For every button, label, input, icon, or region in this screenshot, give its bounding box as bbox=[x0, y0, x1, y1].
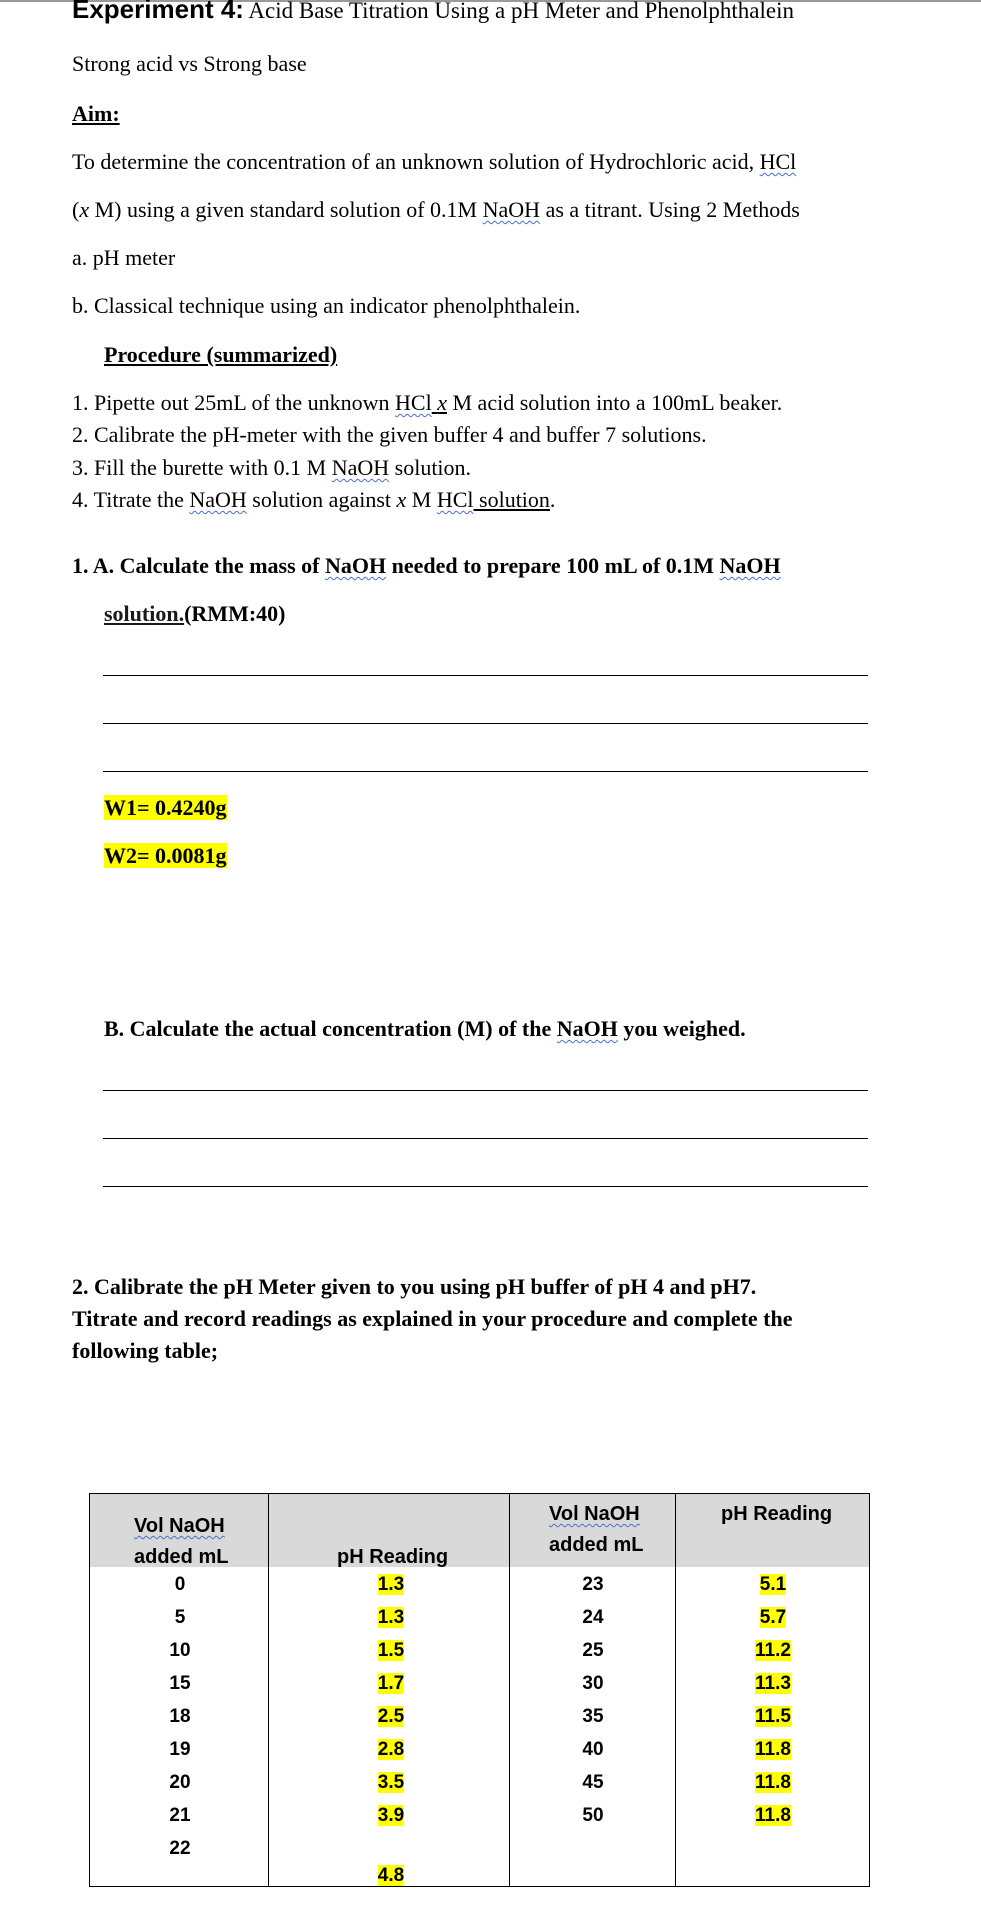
w2-value: W2= 0.0081g bbox=[104, 843, 227, 868]
left-vol-cell: 10 bbox=[169, 1640, 191, 1661]
col3-header bbox=[549, 1502, 640, 1526]
table-divider-2 bbox=[509, 1494, 510, 1886]
aim-line-1 bbox=[72, 149, 796, 175]
w1-value: W1= 0.4240g bbox=[104, 795, 227, 820]
experiment-title bbox=[72, 0, 794, 26]
right-ph-cell: 11.8 bbox=[755, 1739, 791, 1760]
subtitle: Strong acid vs Strong base bbox=[72, 51, 307, 76]
step-4-text-b: solution against bbox=[246, 487, 397, 512]
answer-line-1b-3 bbox=[103, 1186, 868, 1187]
right-ph-cell: 11.2 bbox=[755, 1640, 791, 1661]
method-b: b. Classical technique using an indicator phenolphthalein. bbox=[72, 293, 581, 318]
titration-table bbox=[89, 1493, 870, 1887]
question-1b-text-b: you weighed. bbox=[617, 1016, 746, 1041]
question-1b-naoh: NaOH bbox=[556, 1016, 618, 1041]
experiment-label: Experiment 4: bbox=[72, 0, 244, 24]
right-vol-cell: 25 bbox=[582, 1640, 604, 1661]
step-1-text-a: 1. Pipette out 25mL of the unknown bbox=[72, 390, 396, 415]
right-vol-cell: 24 bbox=[582, 1607, 604, 1628]
step-4-period: . bbox=[549, 487, 556, 512]
answer-line-1b-1 bbox=[103, 1090, 868, 1091]
question-2-line-3: following table; bbox=[72, 1338, 219, 1363]
question-1a bbox=[72, 553, 781, 579]
left-ph-cell: 2.8 bbox=[377, 1739, 405, 1760]
answer-w1 bbox=[104, 795, 227, 821]
aim-x-var: x bbox=[79, 197, 90, 222]
experiment-title-text: Acid Base Titration Using a pH Meter and Phenolphthalein bbox=[243, 0, 794, 23]
left-ph-cell: 3.9 bbox=[377, 1805, 405, 1826]
answer-line-1a-1 bbox=[103, 675, 868, 676]
left-vol-cell: 21 bbox=[169, 1805, 191, 1826]
procedure-heading: Procedure (summarized) bbox=[104, 342, 338, 367]
step-3-text-a: 3. Fill the burette with 0.1 M bbox=[72, 455, 332, 480]
step-4-x-var: x bbox=[396, 487, 407, 512]
left-vol-cell: 19 bbox=[169, 1739, 191, 1760]
right-ph-cell: 5.1 bbox=[759, 1574, 787, 1595]
question-2-line-2: Titrate and record readings as explained in your procedure and complete the bbox=[72, 1306, 793, 1331]
step-3-text-b: solution. bbox=[389, 455, 472, 480]
question-1a-solution: solution. bbox=[104, 601, 185, 626]
right-vol-cell: 30 bbox=[582, 1673, 604, 1694]
left-ph-cell: 1.7 bbox=[377, 1673, 405, 1694]
aim-line-2-text-a: M) using a given standard solution of 0.1M bbox=[89, 197, 483, 222]
aim-line-2-text-b: as a titrant. Using 2 Methods bbox=[540, 197, 800, 222]
right-vol-cell: 45 bbox=[582, 1772, 604, 1793]
procedure-step-4 bbox=[72, 487, 555, 513]
right-ph-cell: 5.7 bbox=[759, 1607, 787, 1628]
col1-header bbox=[134, 1514, 225, 1538]
step-4-naoh: NaOH bbox=[189, 487, 247, 512]
left-vol-cell: 18 bbox=[169, 1706, 191, 1727]
right-vol-cell: 35 bbox=[582, 1706, 604, 1727]
step-1-hcl: HCl bbox=[395, 390, 432, 415]
left-vol-cell: 15 bbox=[169, 1673, 191, 1694]
step-3-naoh: NaOH bbox=[331, 455, 390, 480]
right-vol-cell: 23 bbox=[582, 1574, 604, 1595]
question-1b bbox=[104, 1016, 746, 1042]
step-4-hcl: HCl bbox=[436, 487, 474, 512]
left-ph-cell: 1.3 bbox=[377, 1607, 405, 1628]
col4-header: pH Reading bbox=[721, 1503, 833, 1525]
question-1a-line-2 bbox=[104, 601, 286, 627]
question-1b-text-a: B. Calculate the actual concentration (M) of the bbox=[104, 1016, 557, 1041]
left-ph-cell: 1.3 bbox=[377, 1574, 405, 1595]
left-vol-cell: 0 bbox=[174, 1574, 186, 1595]
left-vol-cell: 5 bbox=[174, 1607, 186, 1628]
answer-line-1a-2 bbox=[103, 723, 868, 724]
right-vol-cell: 50 bbox=[582, 1805, 604, 1826]
left-ph-cell: 2.5 bbox=[377, 1706, 405, 1727]
col3-header-line-1: Vol NaOH bbox=[549, 1503, 640, 1525]
method-a: a. pH meter bbox=[72, 245, 176, 270]
aim-heading: Aim: bbox=[72, 101, 120, 126]
table-divider-1 bbox=[268, 1494, 269, 1886]
left-ph-cell: 3.5 bbox=[377, 1772, 405, 1793]
procedure-step-2: 2. Calibrate the pH-meter with the given buffer 4 and buffer 7 solutions. bbox=[72, 422, 707, 447]
aim-line-2: (x M) using a given standard solution of 0.1M NaOH as a titrant. Using 2 Methods bbox=[72, 197, 800, 222]
step-1-x-var: x bbox=[437, 390, 447, 415]
procedure-step-3 bbox=[72, 455, 471, 481]
question-2-line-1: 2. Calibrate the pH Meter given to you using pH buffer of pH 4 and pH7. bbox=[72, 1274, 757, 1299]
aim-line-1-text: To determine the concentration of an unknown solution of Hydrochloric acid, bbox=[72, 149, 760, 174]
left-ph-cell: 1.5 bbox=[377, 1640, 405, 1661]
left-vol-cell: 22 bbox=[169, 1838, 191, 1859]
step-1-text-b: M acid solution into a 100mL beaker. bbox=[447, 390, 783, 415]
table-divider-3 bbox=[675, 1494, 676, 1886]
right-vol-cell: 40 bbox=[582, 1739, 604, 1760]
step-4-solution: solution bbox=[473, 487, 550, 512]
question-1a-text-b: needed to prepare 100 mL of 0.1M bbox=[386, 553, 720, 578]
answer-w2 bbox=[104, 843, 227, 869]
aim-hcl: HCl bbox=[759, 149, 797, 174]
step-4-text-c: M bbox=[406, 487, 437, 512]
question-1a-rmm: (RMM:40) bbox=[184, 601, 286, 626]
right-ph-cell: 11.5 bbox=[755, 1706, 791, 1727]
col3-header-line-2: added mL bbox=[549, 1534, 644, 1556]
left-vol-cell: 20 bbox=[169, 1772, 191, 1793]
col2-header: pH Reading bbox=[337, 1546, 449, 1568]
col1-header-line-2: added mL bbox=[134, 1546, 229, 1568]
aim-naoh: NaOH bbox=[482, 197, 541, 222]
left-ph-cell: 4.8 bbox=[377, 1865, 405, 1886]
question-1a-naoh-1: NaOH bbox=[324, 553, 387, 578]
question-1a-naoh-2: NaOH bbox=[719, 553, 781, 578]
question-1a-text-a: 1. A. Calculate the mass of bbox=[72, 553, 325, 578]
answer-line-1a-3 bbox=[103, 771, 868, 772]
right-ph-cell: 11.8 bbox=[755, 1772, 791, 1793]
answer-line-1b-2 bbox=[103, 1138, 868, 1139]
right-ph-cell: 11.8 bbox=[755, 1805, 791, 1826]
procedure-step-1 bbox=[72, 390, 782, 416]
step-4-text-a: 4. Titrate the bbox=[72, 487, 190, 512]
col1-header-line-1: Vol NaOH bbox=[134, 1515, 225, 1537]
right-ph-cell: 11.3 bbox=[755, 1673, 791, 1694]
